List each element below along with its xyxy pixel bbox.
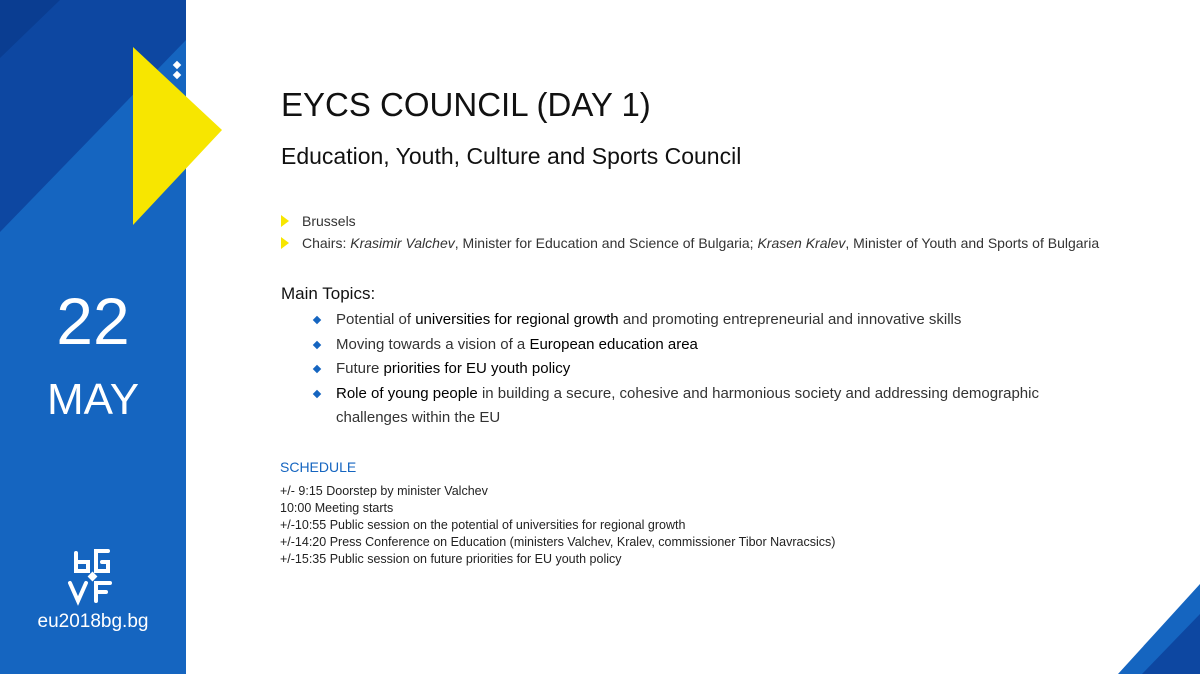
schedule-item: +/- 9:15 Doorstep by minister Valchev xyxy=(280,484,488,498)
page-subtitle: Education, Youth, Culture and Sports Council xyxy=(281,143,742,169)
topic-text: Future xyxy=(336,360,384,377)
topic-item xyxy=(312,382,1072,431)
topic-highlight: European education area xyxy=(529,335,698,353)
date-day: 22 xyxy=(56,284,130,358)
chair2-name: Krasen Kralev xyxy=(757,235,846,251)
schedule-item: 10:00 Meeting starts xyxy=(280,501,394,515)
topic-text: in building a secure, cohesive and harmonious society and addressing demographic challenges within the EU xyxy=(336,384,1039,426)
arrow-icon xyxy=(281,237,289,249)
diamond-bullet-icon xyxy=(313,365,321,373)
schedule-list xyxy=(280,483,835,568)
info-list xyxy=(281,210,1099,254)
diamond-bullet-icon xyxy=(313,389,321,397)
topic-text: Moving towards a vision of a xyxy=(336,335,530,353)
topic-highlight: Role of young people xyxy=(336,384,478,402)
location-text: Brussels xyxy=(302,213,356,229)
diamond-dot xyxy=(173,61,181,69)
schedule-item: +/-10:55 Public session on the potential of universities for regional growth xyxy=(280,518,686,532)
diamond-dot xyxy=(173,71,181,79)
chairs-row xyxy=(281,232,1099,254)
page-title: EYCS COUNCIL (DAY 1) xyxy=(281,86,651,123)
diamond-bullet-icon xyxy=(313,340,321,348)
topics-heading: Main Topics: xyxy=(281,284,376,303)
chair1-role: , Minister for Education and Science of Bulgaria; xyxy=(454,235,758,251)
schedule-heading: SCHEDULE xyxy=(280,459,357,475)
schedule-item: +/-15:35 Public session on future priorities for EU youth policy xyxy=(280,552,622,566)
website-url[interactable]: eu2018bg.bg xyxy=(37,611,149,632)
topic-text: and promoting entrepreneurial and innovative skills xyxy=(618,311,962,328)
date-month: MAY xyxy=(46,375,140,424)
topic-highlight: universities for regional growth xyxy=(415,311,619,328)
topic-item xyxy=(312,308,1072,333)
arrow-icon xyxy=(281,215,289,227)
corner-decoration xyxy=(1118,584,1200,674)
topic-highlight: priorities for EU youth policy xyxy=(383,360,571,377)
topics-list xyxy=(312,308,1072,431)
accent-shapes xyxy=(0,0,226,226)
topic-item xyxy=(312,333,1072,358)
topic-item xyxy=(312,357,1072,382)
chair2-role: , Minister of Youth and Sports of Bulgaria xyxy=(845,235,1100,251)
chair1-name: Krasimir Valchev xyxy=(350,235,455,251)
eu2018bg-logo xyxy=(62,545,124,609)
chairs-label: Chairs: xyxy=(302,235,351,251)
location-row xyxy=(281,210,1099,232)
schedule-item: +/-14:20 Press Conference on Education (ministers Valchev, Kralev, commissioner Tibor Navracsics) xyxy=(280,535,836,549)
topic-text: Potential of xyxy=(336,311,416,328)
diamond-bullet-icon xyxy=(313,316,321,324)
